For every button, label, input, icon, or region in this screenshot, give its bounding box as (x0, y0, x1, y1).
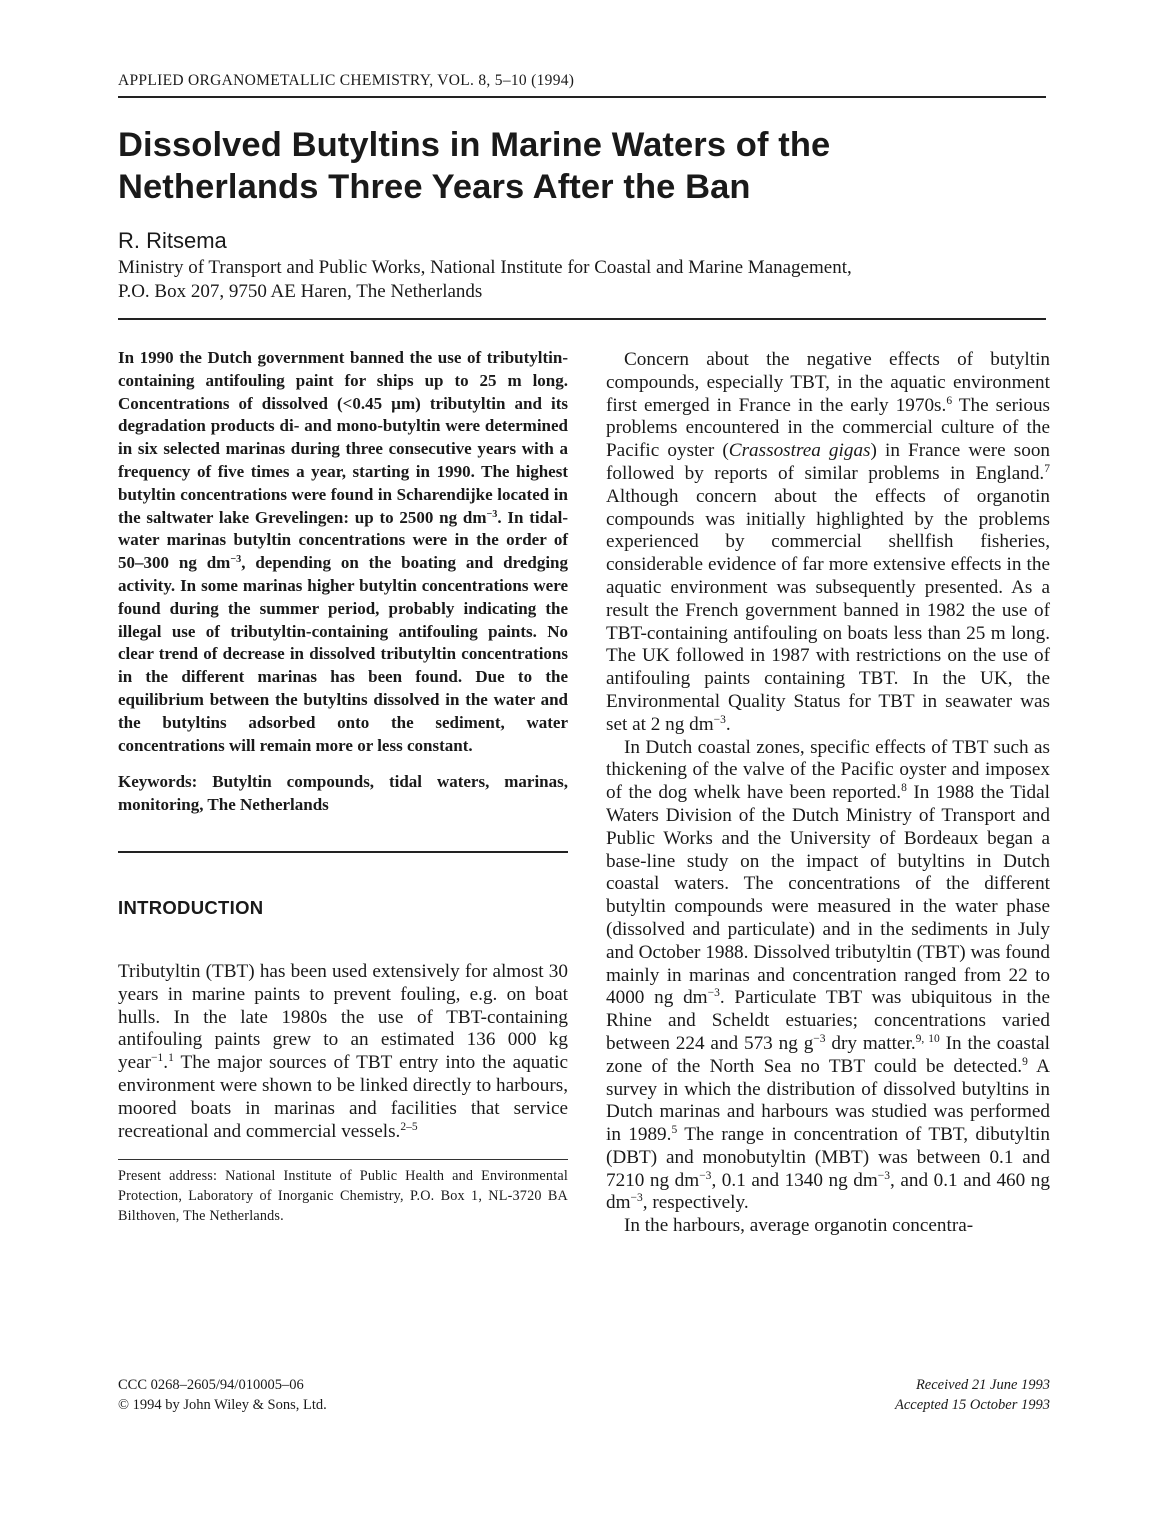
ccc-code: CCC 0268–2605/94/010005–06 (118, 1377, 304, 1393)
accepted-date: Accepted 15 October 1993 (894, 1397, 1050, 1413)
author-name: R. Ritsema (118, 228, 227, 253)
footnote-rule (118, 1159, 568, 1160)
copyright-block (118, 1375, 327, 1415)
copyright-notice: © 1994 by John Wiley & Sons, Ltd. (118, 1397, 327, 1413)
right-column (606, 349, 1050, 1238)
dates-block (820, 1375, 1050, 1415)
introduction-paragraph: Tributyltin (TBT) has been used extensively for almost 30 years in marine paints to prevent fouling, e.g. on boat hulls. In the late 1980s the use of TBT-containing antifouling paints grew to an estimated 136 000 kg year$^{-1}$.$^1$ The major sources of TBT entry into the aquatic environment were shown to be linked directly to harbours, moored boats in marinas and facilities that service recreational and commercial vessels.$^{2-5}$ (118, 960, 568, 1142)
running-head: APPLIED ORGANOMETALLIC CHEMISTRY, VOL. 8, 5–10 (1994) (118, 72, 575, 89)
affiliation-line-1: Ministry of Transport and Public Works, National Institute for Coastal and Marine Management, (118, 257, 852, 278)
received-date: Received 21 June 1993 (915, 1377, 1050, 1393)
title-block-rule (118, 318, 1046, 320)
article-title (118, 124, 1048, 208)
body-paragraph: In Dutch coastal zones, specific effects of TBT such as thickening of the valve of the Pacific oyster and imposex of the dog whelk have been reported.$^8$ In 1988 the Tidal Waters Division of the Dutch Ministry of Transport and Public Works and the University of Bordeaux began a base-line study on the impact of butyltins in Dutch coastal waters. The concentrations of the different butyltin compounds were measured in the water phase (dissolved and particulate) and in the sediments in July and October 1988. Dissolved tributyltin (TBT) was found mainly in marinas and concentration ranged from 22 to 4000 ng $dm^{-3}$. Particulate TBT was ubiquitous in the Rhine and Scheldt estuaries; concentrations varied between 224 and 573 ng $g^{-3}$ dry matter.$^{9, 10}$ In the coastal zone of the North Sea no TBT could be detected.$^9$ A survey in which the distribution of dissolved butyltins in Dutch marinas and harbours was studied was performed in 1989.$^5$ The range in concentration of TBT, dibutyltin (DBT) and monobutyltin (MBT) was between 0.1 and 7210 ng $dm^{-3}$, 0.1 and 1340 ng $dm^{-3}$, and 0.1 and 460 ng $dm^{-3}$, respectively. (606, 736, 1051, 1214)
abstract-rule (118, 851, 568, 853)
title-line-1: Dissolved Butyltins in Marine Waters of the (118, 126, 831, 164)
body-paragraph: In the harbours, average organotin concentra- (624, 1215, 974, 1237)
header-rule (118, 96, 1046, 98)
left-column (118, 347, 568, 1226)
keywords: Keywords: Butyltin compounds, tidal waters, marinas, monitoring, The Netherlands (118, 772, 568, 815)
abstract: In 1990 the Dutch government banned the use of tributyltin-containing antifouling paint for ships up to 25 m long. Concentrations of dissolved (<0.45 µm) tributyltin and its degradation products di- and mono-butyltin were determined in six selected marinas during three consecutive years with a frequency of five times a year, starting in 1990. The highest butyltin concentrations were found in Scharendijke located in the saltwater lake Grevelingen: up to 2500 ng $dm^{-3}$. In tidal-water marinas butyltin concentrations were in the order of 50–300 ng $dm^{-3}$, depending on the boating and dredging activity. In some marinas higher butyltin concentrations were found during the summer period, probably indicating the illegal use of tributyltin-containing antifouling paints. No clear trend of decrease in dissolved tributyltin concentrations in the different marinas has been found. Due to the equilibrium between the butyltins dissolved in the water and the butyltins adsorbed onto the sediment, water concentrations will remain more or less constant. (118, 348, 568, 755)
affiliation-line-2: P.O. Box 207, 9750 AE Haren, The Netherlands (118, 281, 483, 302)
footnote-present-address: Present address: National Institute of Public Health and Environmental Protection, Laboratory of Inorganic Chemistry, P.O. Box 1, NL-3720 BA Bilthoven, The Netherlands. (118, 1168, 568, 1225)
section-heading-introduction: INTRODUCTION (118, 896, 264, 918)
body-paragraph: Concern about the negative effects of butyltin compounds, especially TBT, in the aquatic environment first emerged in France in the early 1970s.$^6$ The serious problems encountered in the commercial culture of the Pacific oyster (Crassostrea gigas) in France were soon followed by reports of similar problems in England.$^7$ Although concern about the effects of organotin compounds was initially highlighted by the problems experienced by commercial shellfish fisheries, considerable evidence of far more extensive effects in the aquatic environment was subsequently presented. As a result the French government banned in 1982 the use of TBT-containing antifouling on boats less than 25 m long. The UK followed in 1987 with restrictions on the use of antifouling paints containing TBT. In the UK, the Environmental Quality Status for TBT in seawater was set at 2 ng $dm^{-3}$. (606, 349, 1051, 735)
affiliation (118, 256, 1048, 304)
title-line-2: Netherlands Three Years After the Ban (118, 168, 751, 206)
